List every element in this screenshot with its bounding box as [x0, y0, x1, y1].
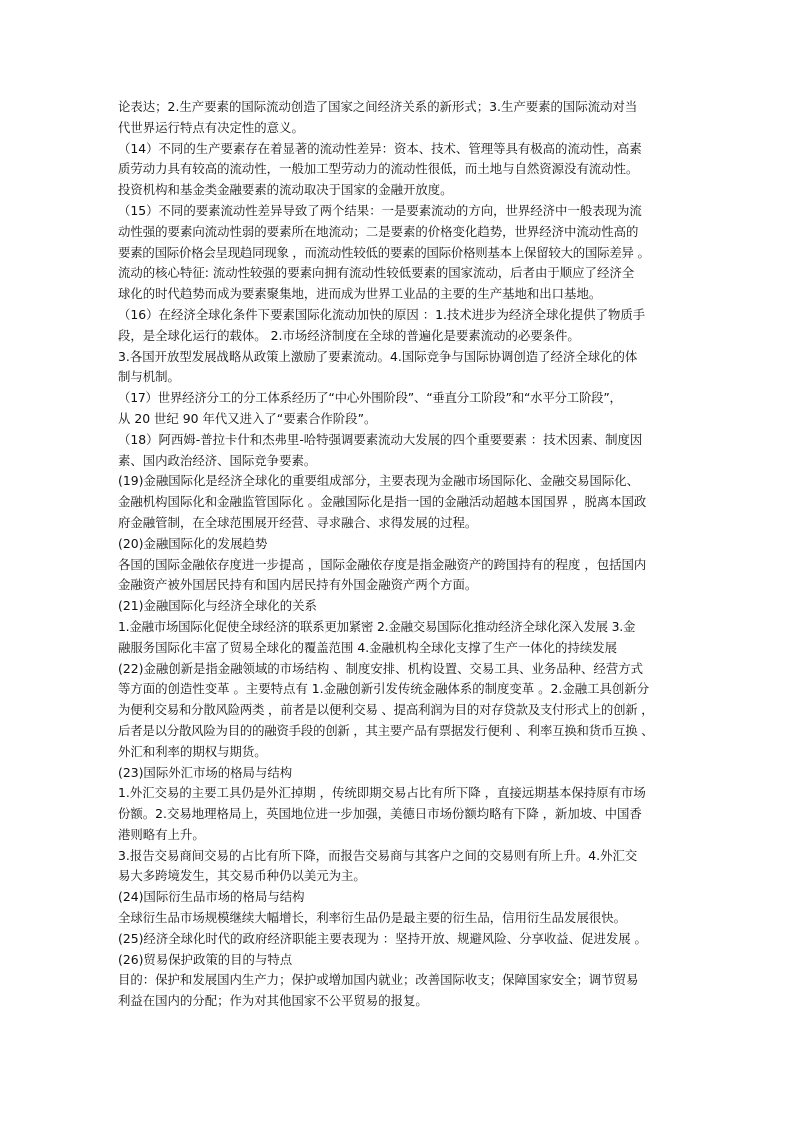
text-line: (22)金融创新是指金融领域的市场结构 、制度安排、机构设置、交易工具、业务品种、经营方式 — [118, 660, 643, 676]
text-line: 论表达；2.生产要素的国际流动创造了国家之间经济关系的新形式；3.生产要素的国际流动对当 — [118, 99, 638, 114]
section-heading: (23)国际外汇市场的格局与结构 — [118, 764, 293, 780]
text-line: 港则略有上升。 — [118, 826, 205, 842]
text-line: 要素的国际价格会呈现趋同现象 ，而流动性较低的要素的国际价格则基本上保留较大的国际差异 。 — [118, 244, 650, 260]
text-line: 1.金融市场国际化促使全球经济的联系更加紧密 2.金融交易国际化推动经济全球化深入发展 3.金 — [118, 618, 636, 634]
section-heading: (24)国际衍生品市场的格局与结构 — [118, 889, 305, 905]
text-line: 易大多跨境发生，其交易币种仍以美元为主。 — [118, 868, 366, 884]
text-line: 府金融管制，在全球范围展开经营、寻求融合、求得发展的过程。 — [118, 514, 478, 530]
section-heading: (20)金融国际化的发展趋势 — [118, 535, 268, 551]
text-line: 制与机制。 — [118, 369, 180, 385]
text-line: 金融资产被外国居民持有和国内居民持有外国金融资产两个方面。 — [118, 577, 478, 593]
text-line: 外汇和利率的期权与期货。 — [118, 743, 267, 759]
document-body — [118, 97, 690, 1012]
section-heading: (26)贸易保护政策的目的与特点 — [118, 951, 293, 967]
text-line: （16）在经济全球化条件下要素国际化流动加快的原因 ：1.技术进步为经济全球化提供了物质手 — [118, 306, 646, 322]
section-heading: (21)金融国际化与经济全球化的关系 — [118, 598, 317, 614]
text-line: 为便利交易和分散风险两类 ，前者是以便利交易 、提高利润为目的对存贷款及支付形式上的创新 ， — [118, 702, 654, 718]
text-line: 等方面的创造性变革 。主要特点有 1.金融创新引发传统金融体系的制度变革 。2.金融工具创新分 — [118, 681, 650, 697]
text-line: （18）阿西姆-普拉卡什和杰弗里-哈特强调要素流动大发展的四个重要要素 ：技术因素、制度因 — [118, 431, 643, 447]
text-line: 1.外汇交易的主要工具仍是外汇掉期 ，传统即期交易占比有所下降 ，直接远期基本保持原有市场 — [118, 785, 646, 801]
text-line: 质劳动力具有较高的流动性，一般加工型劳动力的流动性很低，而土地与自然资源没有流动性。 — [118, 161, 639, 177]
text-line: 投资机构和基金类金融要素的流动取决于国家的金融开放度。 — [118, 182, 453, 198]
text-line: 素、国内政治经济、国际竞争要素。 — [118, 452, 317, 468]
text-line: 各国的国际金融依存度进一步提高 ，国际金融依存度是指金融资产的跨国持有的程度 ，包括国内 — [118, 556, 647, 572]
text-line: 目的：保护和发展国内生产力；保护或增加国内就业；改善国际收支；保障国家安全；调节贸易 — [118, 972, 639, 988]
text-line: 球化的时代趋势而成为要素聚集地，进而成为世界工业品的主要的生产基地和出口基地。 — [118, 286, 602, 302]
text-line: 动性强的要素向流动性弱的要素所在地流动；二是要素的价格变化趋势，世界经济中流动性高的 — [118, 223, 639, 239]
text-line: 利益在国内的分配；作为对其他国家不公平贸易的报复。 — [118, 993, 428, 1009]
text-line: 段，是全球化运行的载体。 2.市场经济制度在全球的普遍化是要素流动的必要条件。 — [118, 327, 580, 343]
text-line: 流动的核心特征: 流动性较强的要素向拥有流动性较低要素的国家流动，后者由于顺应了经济全 — [118, 265, 635, 281]
text-line: 金融机构国际化和金融监管国际化 。金融国际化是指一国的金融活动超越本国国界 ，脱离本国政 — [118, 494, 647, 510]
text-line: 从 20 世纪 90 年代又进入了“要素合作阶段”。 — [118, 410, 377, 426]
text-line: 3.各国开放型发展战略从政策上激励了要素流动。4.国际竞争与国际协调创造了经济全球化的体 — [118, 348, 638, 364]
text-line: (25)经济全球化时代的政府经济职能主要表现为 ：坚持开放、规避风险、分享收益、促进发展 。 — [118, 930, 647, 946]
text-line: （17）世界经济分工的分工体系经历了“中心外围阶段”、“垂直分工阶段”和“水平分工阶段”， — [118, 390, 622, 406]
text-line: （15）不同的要素流动性差异导致了两个结果：一是要素流动的方向，世界经济中一般表现为流 — [118, 202, 642, 218]
text-line: 3.报告交易商间交易的占比有所下降，而报告交易商与其客户之间的交易则有所上升。4.外汇交 — [118, 847, 638, 863]
text-line: 融服务国际化丰富了贸易全球化的覆盖范围 4.金融机构全球化支撑了生产一体化的持续发展 — [118, 639, 617, 655]
text-line: 全球衍生品市场规模继续大幅增长，利率衍生品仍是最主要的衍生品，信用衍生品发展很快。 — [118, 910, 627, 926]
text-line: 份额。2.交易地理格局上，英国地位进一步加强，美德日市场份额均略有下降 ，新加坡、中国香 — [118, 806, 642, 822]
text-line: 后者是以分散风险为目的的融资手段的创新 ，其主要产品有票据发行便利 、利率互换和货币互换 、 — [118, 722, 654, 738]
text-line: 代世界运行特点有决定性的意义。 — [118, 119, 304, 135]
text-line: (19)金融国际化是经济全球化的重要组成部分，主要表现为金融市场国际化、金融交易国际化、 — [118, 473, 640, 489]
text-line: （14）不同的生产要素存在着显著的流动性差异：资本、技术、管理等具有极高的流动性，高素 — [118, 140, 642, 156]
